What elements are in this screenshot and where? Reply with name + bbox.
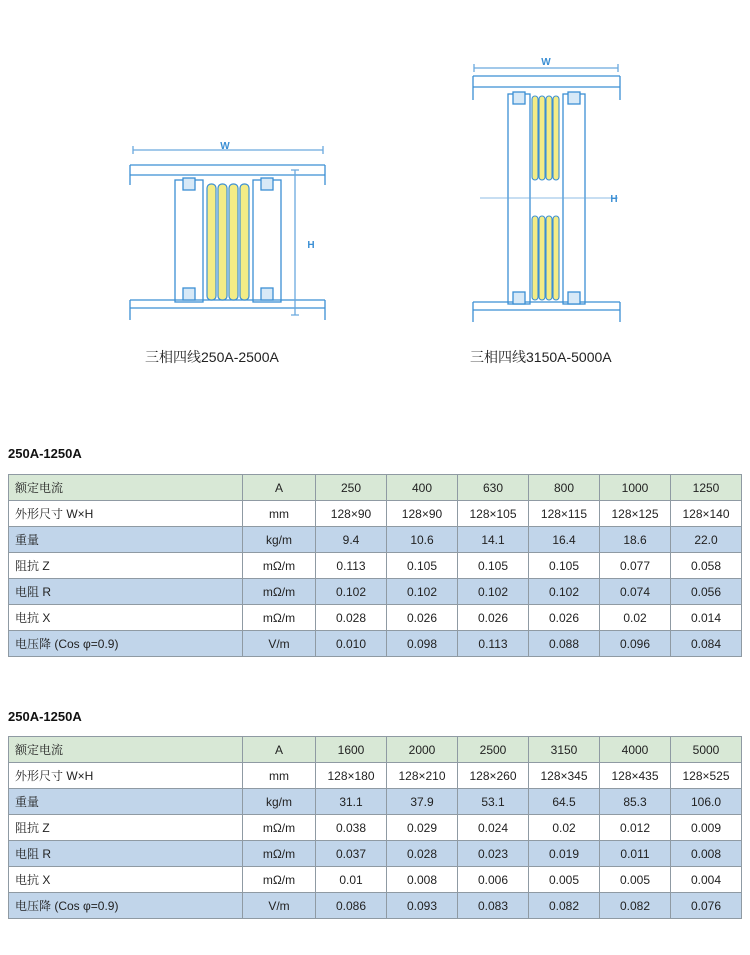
param-cell: 阻抗 Z (9, 815, 243, 841)
value-cell: 0.008 (671, 841, 742, 867)
value-cell: 128×90 (316, 501, 387, 527)
value-cell: 128×140 (671, 501, 742, 527)
value-cell: 18.6 (600, 527, 671, 553)
value-cell: 0.038 (316, 815, 387, 841)
value-cell: 800 (529, 475, 600, 501)
table-row (9, 841, 742, 867)
param-cell: 外形尺寸 W×H (9, 501, 243, 527)
value-cell: 85.3 (600, 789, 671, 815)
value-cell: 0.026 (529, 605, 600, 631)
value-cell: 9.4 (316, 527, 387, 553)
value-cell: 16.4 (529, 527, 600, 553)
param-cell: 额定电流 (9, 475, 243, 501)
param-cell: 电抗 X (9, 605, 243, 631)
value-cell: 0.004 (671, 867, 742, 893)
value-cell: 10.6 (387, 527, 458, 553)
width-label: W (220, 141, 230, 152)
value-cell: 0.01 (316, 867, 387, 893)
value-cell: 0.088 (529, 631, 600, 657)
unit-cell: mm (243, 763, 316, 789)
value-cell: 0.014 (671, 605, 742, 631)
unit-cell: mΩ/m (243, 867, 316, 893)
param-cell: 电压降 (Cos φ=0.9) (9, 631, 243, 657)
value-cell: 0.037 (316, 841, 387, 867)
table-row (9, 893, 742, 919)
value-cell: 0.093 (387, 893, 458, 919)
height-label: H (307, 240, 315, 251)
value-cell: 0.102 (529, 579, 600, 605)
unit-cell: mΩ/m (243, 815, 316, 841)
param-cell: 重量 (9, 527, 243, 553)
value-cell: 2500 (458, 737, 529, 763)
value-cell: 14.1 (458, 527, 529, 553)
value-cell: 0.083 (458, 893, 529, 919)
table-title: 250A-1250A (8, 446, 82, 461)
value-cell: 0.028 (387, 841, 458, 867)
unit-cell: mΩ/m (243, 553, 316, 579)
unit-cell: mm (243, 501, 316, 527)
value-cell: 128×210 (387, 763, 458, 789)
value-cell: 0.028 (316, 605, 387, 631)
unit-cell: V/m (243, 631, 316, 657)
value-cell: 0.02 (529, 815, 600, 841)
unit-cell: A (243, 475, 316, 501)
height-label: H (610, 194, 618, 205)
value-cell: 0.102 (387, 579, 458, 605)
table-row (9, 553, 742, 579)
value-cell: 0.008 (387, 867, 458, 893)
param-cell: 电抗 X (9, 867, 243, 893)
value-cell: 0.026 (458, 605, 529, 631)
value-cell: 0.056 (671, 579, 742, 605)
value-cell: 106.0 (671, 789, 742, 815)
value-cell: 22.0 (671, 527, 742, 553)
param-cell: 阻抗 Z (9, 553, 243, 579)
value-cell: 0.077 (600, 553, 671, 579)
value-cell: 128×435 (600, 763, 671, 789)
value-cell: 64.5 (529, 789, 600, 815)
table-row (9, 631, 742, 657)
value-cell: 4000 (600, 737, 671, 763)
param-cell: 电阻 R (9, 579, 243, 605)
value-cell: 0.113 (458, 631, 529, 657)
table-row (9, 867, 742, 893)
value-cell: 0.096 (600, 631, 671, 657)
value-cell: 0.024 (458, 815, 529, 841)
table-row (9, 737, 742, 763)
value-cell: 2000 (387, 737, 458, 763)
unit-cell: V/m (243, 893, 316, 919)
value-cell: 0.105 (458, 553, 529, 579)
value-cell: 128×260 (458, 763, 529, 789)
value-cell: 0.076 (671, 893, 742, 919)
value-cell: 0.010 (316, 631, 387, 657)
table-row (9, 605, 742, 631)
value-cell: 0.102 (316, 579, 387, 605)
value-cell: 0.086 (316, 893, 387, 919)
value-cell: 0.005 (600, 867, 671, 893)
diagram-caption-large: 三相四线3150A-5000A (470, 349, 612, 365)
value-cell: 0.026 (387, 605, 458, 631)
value-cell: 1600 (316, 737, 387, 763)
value-cell: 0.074 (600, 579, 671, 605)
value-cell: 53.1 (458, 789, 529, 815)
value-cell: 0.082 (600, 893, 671, 919)
param-cell: 外形尺寸 W×H (9, 763, 243, 789)
value-cell: 3150 (529, 737, 600, 763)
param-cell: 电阻 R (9, 841, 243, 867)
value-cell: 5000 (671, 737, 742, 763)
value-cell: 0.019 (529, 841, 600, 867)
diagram-caption-small: 三相四线250A-2500A (145, 349, 279, 365)
value-cell: 0.011 (600, 841, 671, 867)
value-cell: 37.9 (387, 789, 458, 815)
value-cell: 0.105 (529, 553, 600, 579)
value-cell: 0.009 (671, 815, 742, 841)
table-row (9, 789, 742, 815)
value-cell: 0.012 (600, 815, 671, 841)
value-cell: 0.029 (387, 815, 458, 841)
value-cell: 400 (387, 475, 458, 501)
value-cell: 630 (458, 475, 529, 501)
spec-table-2 (8, 736, 742, 919)
value-cell: 0.113 (316, 553, 387, 579)
value-cell: 0.084 (671, 631, 742, 657)
table-row (9, 579, 742, 605)
value-cell: 1000 (600, 475, 671, 501)
value-cell: 128×125 (600, 501, 671, 527)
spec-table-1 (8, 474, 742, 657)
param-cell: 电压降 (Cos φ=0.9) (9, 893, 243, 919)
unit-cell: kg/m (243, 527, 316, 553)
value-cell: 128×115 (529, 501, 600, 527)
table-row (9, 475, 742, 501)
value-cell: 31.1 (316, 789, 387, 815)
value-cell: 128×105 (458, 501, 529, 527)
value-cell: 0.058 (671, 553, 742, 579)
table-row (9, 815, 742, 841)
unit-cell: mΩ/m (243, 579, 316, 605)
unit-cell: mΩ/m (243, 841, 316, 867)
unit-cell: A (243, 737, 316, 763)
table-row (9, 501, 742, 527)
table-row (9, 527, 742, 553)
value-cell: 128×180 (316, 763, 387, 789)
value-cell: 0.005 (529, 867, 600, 893)
value-cell: 0.102 (458, 579, 529, 605)
value-cell: 0.02 (600, 605, 671, 631)
value-cell: 0.023 (458, 841, 529, 867)
param-cell: 重量 (9, 789, 243, 815)
value-cell: 128×90 (387, 501, 458, 527)
table-title: 250A-1250A (8, 709, 82, 724)
value-cell: 1250 (671, 475, 742, 501)
value-cell: 250 (316, 475, 387, 501)
value-cell: 0.098 (387, 631, 458, 657)
busway-diagram-small (125, 140, 335, 325)
param-cell: 额定电流 (9, 737, 243, 763)
width-label: W (541, 57, 551, 68)
unit-cell: mΩ/m (243, 605, 316, 631)
value-cell: 128×525 (671, 763, 742, 789)
value-cell: 0.006 (458, 867, 529, 893)
table-row (9, 763, 742, 789)
unit-cell: kg/m (243, 789, 316, 815)
value-cell: 0.105 (387, 553, 458, 579)
busway-diagram-large (468, 52, 628, 327)
value-cell: 128×345 (529, 763, 600, 789)
value-cell: 0.082 (529, 893, 600, 919)
